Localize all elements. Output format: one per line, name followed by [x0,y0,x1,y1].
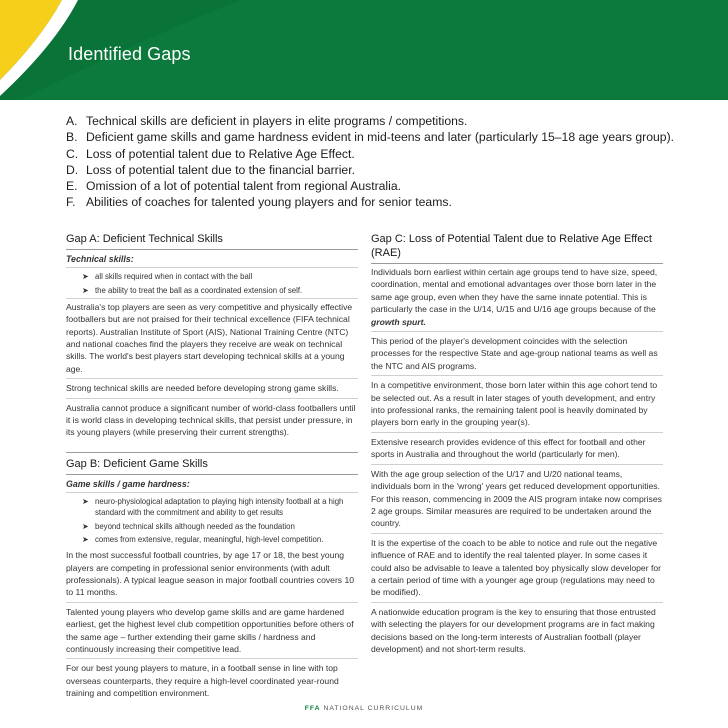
gap-item [66,178,696,194]
gap-text: Deficient game skills and game hardness evident in mid-teens and later (particularly 15–18 age years group). [86,130,675,145]
arrow-bullet-icon: ➤ [82,285,89,295]
gap-a-paragraph: Australia's top players are seen as very competitive and physically effective footballers but are not praised for their technical excellence (FIFA technical reports). Australian Institute of Sport (AIS), National Training Centre (NTC) and national coaches find the players they receive are weak on technical skills. The world's best players start developing technical skills at a young age. [66,298,358,379]
gap-letter: E. [66,179,78,194]
gap-c-emphasis: growth spurt. [371,316,426,327]
bullet-item: ➤ neuro-physiological adaptation to playing high intensity football at a high standard with the commitment and ability to get results [82,497,344,518]
gap-text: Technical skills are deficient in players in elite programs / competitions. [86,114,468,128]
gap-text: Omission of a lot of potential talent from regional Australia. [86,179,402,194]
gap-item [66,162,696,178]
arrow-bullet-icon: ➤ [82,534,89,544]
arrow-bullet-icon: ➤ [82,272,89,282]
footer-brand: FFA [304,705,321,712]
gap-a-paragraph: Australia cannot produce a significant number of world-class footballers until it is world class in developing technical skills, that persist under pressure, in its young players (while preserving their current strengths). [66,402,356,438]
gap-c-heading: Gap C: Loss of Potential Talent due to Relative Age Effect (RAE) [371,230,663,264]
gap-a-bullets [66,271,358,295]
gap-item [66,194,696,210]
gap-item [66,113,696,129]
bullet-item: ➤ all skills required when in contact with the ball [82,272,253,282]
gap-letter: A. [66,114,78,128]
gap-a-subheading: Technical skills: [66,250,358,268]
gap-text: Loss of potential talent due to Relative Age Effect. [86,146,355,161]
gap-letter: C. [66,146,79,161]
gap-b-paragraph: For our best young players to mature, in a football sense in line with top overseas counterparts, they require a high-level coordinated year-round training and competition environment. [66,663,339,699]
page-footer [0,705,728,712]
gaps-list [66,113,696,211]
footer-text: NATIONAL CURRICULUM [323,705,424,712]
gap-item [66,146,696,162]
gap-b-paragraph: In the most successful football countries, by age 17 or 18, the best young players are competing in professional senior environments (with adult professionals). A typical league season in major football countries covers 10 to 11 months. [66,547,358,603]
gap-c-paragraph: It is the expertise of the coach to be able to notice and rule out the negative influence of RAE and to identify the real talented player. In some cases it could also be advisable to leave a talented boy physically slow developer for a certain period of time with a younger age group (regulations may need to be modified). [371,535,663,603]
gap-c-intro: Individuals born earliest within certain age groups tend to have size, speed, coordination, mental and emotional advantages over those born later in the same age group, even when they have the same innate potential. This is particularly the case in the U/14, U/15 and U/16 age groups because of the growth spurt. [371,264,663,332]
page-title: Identified Gaps [68,44,191,64]
right-column [371,230,663,659]
arrow-bullet-icon: ➤ [82,521,89,531]
gap-c-paragraph: This period of the player's development coincides with the selection processes for the respective State and age-group national teams as well as the NTC and AIS programs. [371,333,663,376]
gap-letter: F. [66,195,76,210]
gap-b-heading: Gap B: Deficient Game Skills [66,452,358,475]
gap-letter: D. [66,162,79,177]
gap-b-paragraph: Talented young players who develop game skills and are game hardened earliest, get the highest level club competition opportunities before others of the same age – further extending their game skills / hardness and continuously increasing their competitive lead. [66,604,358,660]
gap-item [66,129,696,145]
left-column [66,230,358,704]
gap-text: Abilities of coaches for talented young players and for senior teams. [86,195,452,210]
arrow-bullet-icon: ➤ [82,497,89,507]
gap-c-paragraph: A nationwide education program is the key to ensuring that those entrusted with selecting the players for our development programs are in fact making decisions based on the long-term interests of Australian football (player development) and not short-term results. [371,606,656,654]
gap-a-heading: Gap A: Deficient Technical Skills [66,230,358,250]
gap-b-subheading: Game skills / game hardness: [66,475,358,493]
gap-c-paragraph: With the age group selection of the U/17 and U/20 national teams, individuals born in the 'wrong' years get reduced development opportunities. For this reason, commencing in 2009 the AIS program intake now comprises 2 age groups. Similar measures are required to be undertaken around the country. [371,466,663,534]
gap-b-bullets [66,496,358,545]
page-header [0,0,728,100]
gap-b-section [66,452,358,703]
gap-c-paragraph: In a competitive environment, those born later within this age cohort tend to be selected out. As a result in later stages of youth development, and entry into professional ranks, the remaining talent pool is heavily dominated by players born early in the grouping year(s). [371,377,663,433]
bullet-item: ➤ beyond technical skills although needed as the foundation [82,521,295,531]
bullet-item: ➤ the ability to treat the ball as a coordinated extension of self. [82,285,303,295]
gap-a-paragraph: Strong technical skills are needed before developing strong game skills. [66,380,358,398]
gap-letter: B. [66,130,78,145]
gap-text: Loss of potential talent due to the financial barrier. [86,162,355,177]
gap-c-paragraph: Extensive research provides evidence of this effect for football and other sports in Australia and throughout the world (particularly for men). [371,434,663,465]
bullet-item: ➤ comes from extensive, regular, meaningful, high-level competition. [82,534,324,544]
